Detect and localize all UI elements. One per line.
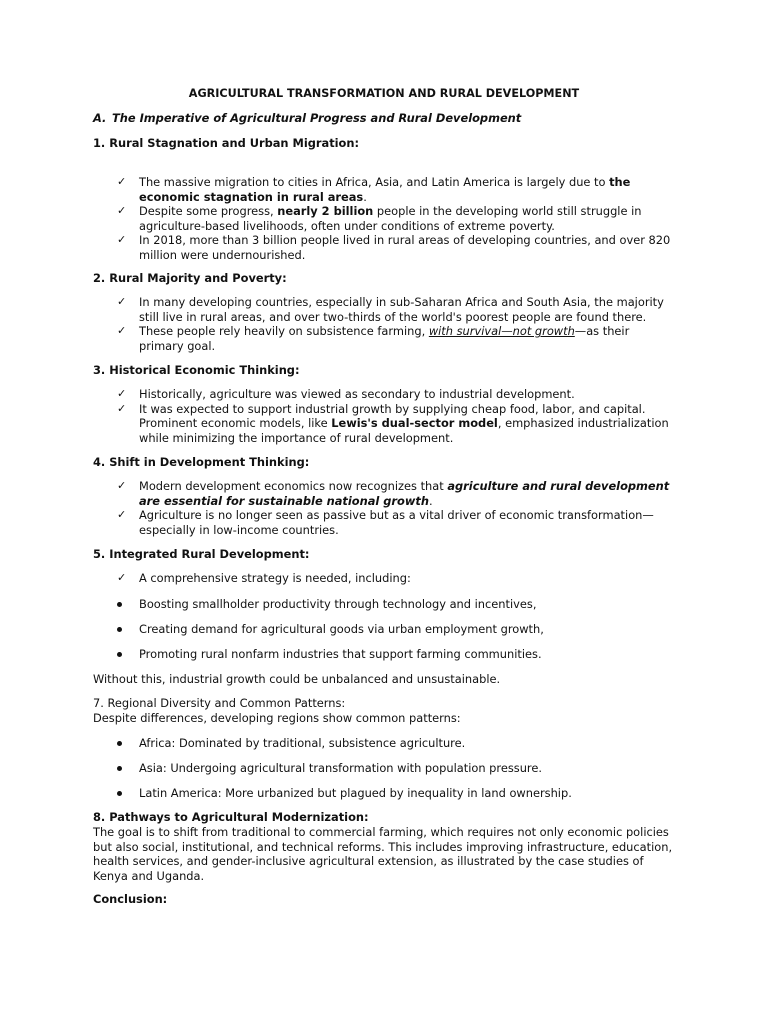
bullet-item: Asia: Undergoing agricultural transformation with population pressure. <box>117 761 672 776</box>
bullet-item: Creating demand for agricultural goods via urban employment growth, <box>117 622 672 637</box>
subtitle-label: A. <box>93 111 107 125</box>
section-a-subtitle <box>93 111 675 126</box>
bullet-item: Boosting smallholder productivity through technology and incentives, <box>117 597 672 612</box>
list-item: ✓ In 2018, more than 3 billion people lived in rural areas of developing countries, and over 820 million were undernourished. <box>117 233 671 262</box>
heading-rural-majority: 2. Rural Majority and Poverty: <box>93 271 287 285</box>
pathways-body: The goal is to shift from traditional to commercial farming, which requires not only economic policies but also social, institutional, and technical reforms. This includes improving infrastructure, education, health services, and gender-inclusive agricultural extension, as illustrated by the case studies of Kenya and Uganda. <box>93 825 673 883</box>
heading-pathways: 8. Pathways to Agricultural Modernization: <box>93 810 369 824</box>
checkmark-icon: ✓ <box>117 387 127 400</box>
list-item: ✓ Historically, agriculture was viewed as secondary to industrial development. <box>117 387 575 401</box>
list-shift-thinking <box>117 479 672 537</box>
bullet-icon <box>117 627 122 632</box>
list-item: ✓ The massive migration to cities in Africa, Asia, and Latin America is largely due to the economic stagnation in rural areas. <box>117 175 631 204</box>
checkmark-icon: ✓ <box>117 571 127 584</box>
list-item: ✓ It was expected to support industrial growth by supplying cheap food, labor, and capital. Prominent economic models, like Lewis's dual-sector model, emphasized industrialization while minimizing the importance of rural development. <box>117 401 669 445</box>
bullet-icon <box>117 766 122 771</box>
heading-regional-diversity: 7. Regional Diversity and Common Patterns: <box>93 696 346 710</box>
list-item: ✓ A comprehensive strategy is needed, including: <box>117 571 411 585</box>
checkmark-icon: ✓ <box>117 508 127 522</box>
checkmark-icon: ✓ <box>117 204 127 218</box>
bullet-item: Africa: Dominated by traditional, subsistence agriculture. <box>117 736 672 751</box>
bullet-icon <box>117 791 122 796</box>
list-item: ✓ In many developing countries, especially in sub-Saharan Africa and South Asia, the majority still live in rural areas, and over two-thirds of the world's poorest people are found there. <box>117 295 664 324</box>
heading-conclusion: Conclusion: <box>93 892 168 906</box>
checkmark-icon: ✓ <box>117 233 127 247</box>
heading-historical-thinking: 3. Historical Economic Thinking: <box>93 363 300 377</box>
heading-integrated-development: 5. Integrated Rural Development: <box>93 547 310 561</box>
list-item: ✓ Modern development economics now recognizes that agriculture and rural development are essential for sustainable national growth. <box>117 479 670 508</box>
checkmark-icon: ✓ <box>117 401 127 415</box>
regional-diversity-intro: Despite differences, developing regions show common patterns: <box>93 711 461 725</box>
checkmark-icon: ✓ <box>117 324 127 338</box>
heading-shift-thinking: 4. Shift in Development Thinking: <box>93 455 310 469</box>
list-item: ✓ Despite some progress, nearly 2 billion people in the developing world still struggle in agriculture-based livelihoods, often under conditions of extreme poverty. <box>117 204 642 233</box>
bullet-item: Promoting rural nonfarm industries that support farming communities. <box>117 647 672 662</box>
heading-rural-stagnation: 1. Rural Stagnation and Urban Migration: <box>93 136 360 150</box>
list-rural-stagnation <box>117 175 672 263</box>
bullet-icon <box>117 741 122 746</box>
list-rural-majority <box>117 295 672 353</box>
document-title: AGRICULTURAL TRANSFORMATION AND RURAL DEVELOPMENT <box>188 87 580 100</box>
bullet-icon <box>117 602 122 607</box>
list-integrated-development <box>117 571 672 586</box>
list-item: ✓ Agriculture is no longer seen as passive but as a vital driver of economic transformation—especially in low-income countries. <box>117 508 654 537</box>
section-5-closing: Without this, industrial growth could be unbalanced and unsustainable. <box>93 672 501 686</box>
subtitle-text: The Imperative of Agricultural Progress and Rural Development <box>112 111 522 125</box>
checkmark-icon: ✓ <box>117 479 127 492</box>
bullet-item: Latin America: More urbanized but plagued by inequality in land ownership. <box>117 786 672 801</box>
bullet-icon <box>117 652 122 657</box>
list-item: ✓ These people rely heavily on subsistence farming, with survival—not growth—as their primary goal. <box>117 324 630 353</box>
list-historical-thinking <box>117 387 672 445</box>
checkmark-icon: ✓ <box>117 295 127 308</box>
checkmark-icon: ✓ <box>117 175 127 188</box>
